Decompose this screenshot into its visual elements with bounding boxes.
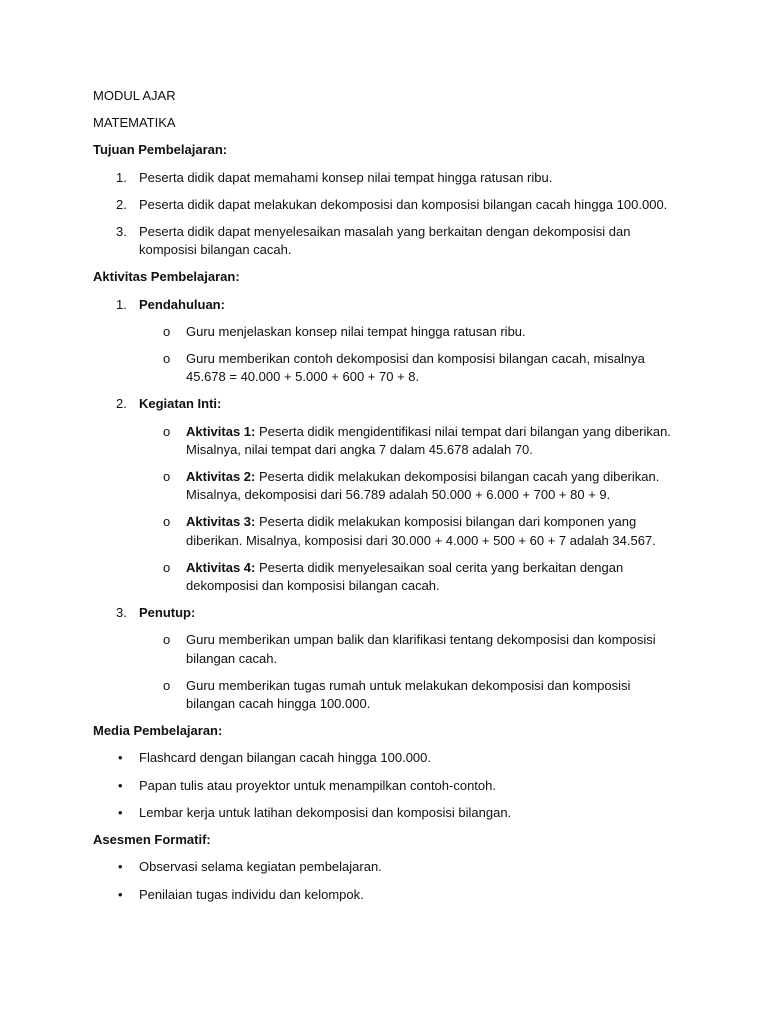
activity-label: Aktivitas 1: (186, 423, 256, 439)
sub-bullet: o (163, 423, 171, 439)
sub-list-item (93, 677, 743, 713)
section-heading-aktivitas: Aktivitas Pembelajaran: (93, 269, 240, 285)
sub-list-item (93, 350, 743, 386)
bullet-dot: • (118, 859, 123, 875)
stage-title: Pendahuluan: (139, 296, 225, 312)
section-heading-asesmen: Asesmen Formatif: (93, 832, 211, 848)
bullet-item (93, 804, 743, 822)
stage-title: Kegiatan Inti: (139, 396, 222, 412)
list-item-text: Papan tulis atau proyektor untuk menampilkan contoh-contoh. (139, 777, 496, 793)
list-item-text: Penilaian tugas individu dan kelompok. (139, 886, 364, 902)
sub-bullet: o (163, 559, 171, 575)
list-item (93, 223, 743, 259)
bullet-dot: • (118, 750, 123, 766)
stage-heading-penutup (93, 604, 743, 622)
stage-title: Penutup: (139, 605, 196, 621)
sub-list-item (93, 559, 743, 595)
list-number: 1. (116, 169, 127, 185)
stage-heading-kegiatan-inti (93, 395, 743, 413)
sub-bullet: o (163, 677, 171, 693)
list-item-text: Peserta didik dapat menyelesaikan masalah yang berkaitan dengan dekomposisi dan komposisi bilangan cacah. (139, 224, 631, 258)
list-item-text: Lembar kerja untuk latihan dekomposisi dan komposisi bilangan. (139, 804, 512, 820)
sub-list-item (93, 631, 743, 667)
list-item-text: Guru memberikan tugas rumah untuk melakukan dekomposisi dan komposisi bilangan cacah hingga 100.000. (186, 677, 631, 712)
section-heading-media: Media Pembelajaran: (93, 723, 223, 739)
list-item-text: Peserta didik melakukan dekomposisi bilangan cacah yang diberikan. Misalnya, dekomposisi dari 56.789 adalah 50.000 + 6.000 + 700 + 80 + 9. (186, 469, 660, 503)
list-item-text: Guru menjelaskan konsep nilai tempat hingga ratusan ribu. (186, 323, 526, 339)
bullet-item (93, 886, 743, 904)
bullet-dot: • (118, 804, 123, 820)
list-item-text: Peserta didik melakukan komposisi bilangan dari komponen yang diberikan. Misalnya, komposisi dari 30.000 + 4.000 + 500 + 60 + 7 adalah 34.567. (186, 514, 656, 548)
list-item-text: Observasi selama kegiatan pembelajaran. (139, 859, 382, 875)
list-item-text: Peserta didik dapat memahami konsep nilai tempat hingga ratusan ribu. (139, 169, 553, 185)
section-heading-tujuan: Tujuan Pembelajaran: (93, 142, 228, 158)
sub-bullet: o (163, 514, 171, 530)
document-page (93, 87, 743, 913)
list-number: 2. (116, 396, 127, 412)
list-number: 3. (116, 224, 127, 240)
sub-bullet: o (163, 351, 171, 367)
sub-list-item (93, 468, 743, 504)
list-item (93, 169, 743, 187)
document-title: MODUL AJAR (93, 88, 176, 103)
sub-list-item (93, 423, 743, 459)
list-item (93, 196, 743, 214)
list-item-text: Peserta didik mengidentifikasi nilai tempat dari bilangan yang diberikan. Misalnya, nilai tempat dari angka 7 dalam 45.678 adalah 70. (186, 423, 671, 457)
bullet-item (93, 858, 743, 876)
bullet-dot: • (118, 886, 123, 902)
sub-bullet: o (163, 469, 171, 485)
sub-bullet: o (163, 323, 171, 339)
activity-label: Aktivitas 4: (186, 559, 256, 575)
sub-list-item (93, 323, 743, 341)
list-item-text: Guru memberikan umpan balik dan klarifikasi tentang dekomposisi dan komposisi bilangan cacah. (186, 632, 656, 666)
list-number: 3. (116, 605, 127, 621)
bullet-item (93, 777, 743, 795)
sub-list-item (93, 513, 743, 549)
activity-label: Aktivitas 3: (186, 514, 256, 530)
sub-bullet: o (163, 632, 171, 648)
list-number: 2. (116, 196, 127, 212)
bullet-item (93, 749, 743, 767)
list-item-text: Flashcard dengan bilangan cacah hingga 100.000. (139, 750, 432, 766)
activity-label: Aktivitas 2: (186, 469, 256, 485)
stage-heading-pendahuluan (93, 296, 743, 314)
list-item-text: Peserta didik menyelesaikan soal cerita yang berkaitan dengan dekomposisi dan komposisi bilangan cacah. (186, 559, 624, 594)
list-number: 1. (116, 296, 127, 312)
document-subject: MATEMATIKA (93, 115, 176, 131)
bullet-dot: • (118, 777, 123, 793)
list-item-text: Peserta didik dapat melakukan dekomposisi dan komposisi bilangan cacah hingga 100.000. (139, 196, 668, 212)
list-item-text: Guru memberikan contoh dekomposisi dan komposisi bilangan cacah, misalnya 45.678 = 40.000 + 5.000 + 600 + 70 + 8. (186, 351, 645, 385)
